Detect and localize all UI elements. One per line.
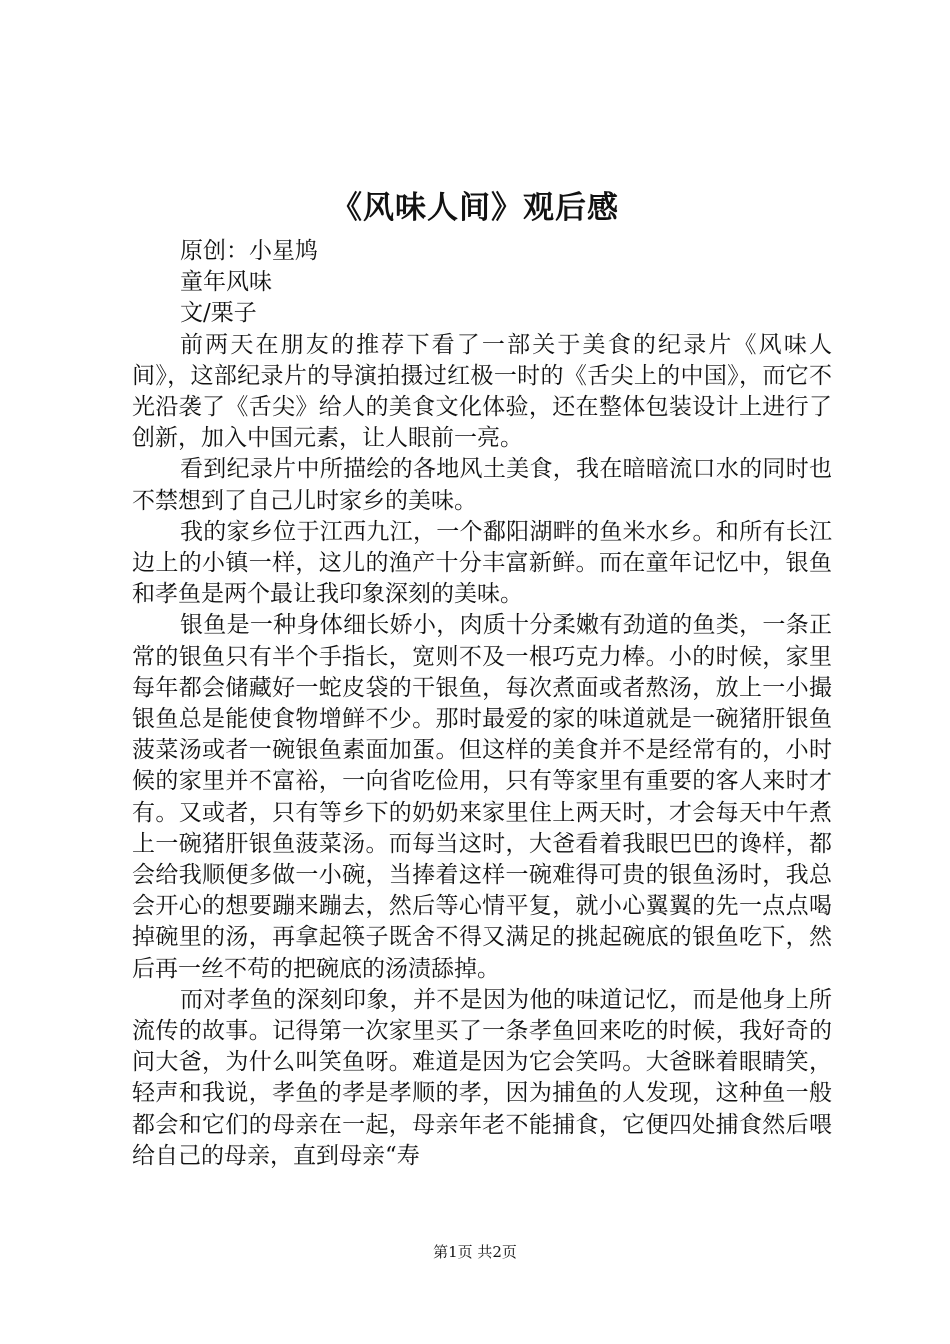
paragraph: 我的家乡位于江西九江，一个鄱阳湖畔的鱼米水乡。和所有长江边上的小镇一样，这儿的渔产十分丰富新鲜。而在童年记忆中，银鱼和孝鱼是两个最让我印象深刻的美味。 [132, 518, 832, 608]
author-line: 原创：小星鸠 [180, 238, 318, 264]
paragraph: 而对孝鱼的深刻印象，并不是因为他的味道记忆，而是他身上所流传的故事。记得第一次家里买了一条孝鱼回来吃的时候，我好奇的问大爸，为什么叫笑鱼呀。难道是因为它会笑吗。大爸眯着眼睛笑，轻声和我说，孝鱼的孝是孝顺的孝，因为捕鱼的人发现，这种鱼一般都会和它们的母亲在一起，母亲年老不能捕食，它便四处捕食然后喂给自己的母亲，直到母亲“寿 [132, 986, 832, 1169]
paragraph: 银鱼是一种身体细长娇小，肉质十分柔嫩有劲道的鱼类，一条正常的银鱼只有半个手指长，宽则不及一根巧克力棒。小的时候，家里每年都会储藏好一蛇皮袋的干银鱼，每次煮面或者熬汤，放上一小撮银鱼总是能使食物增鲜不少。那时最爱的家的味道就是一碗猪肝银鱼菠菜汤或者一碗银鱼素面加蛋。但这样的美食并不是经常有的，小时候的家里并不富裕，一向省吃俭用，只有等家里有重要的客人来时才有。又或者，只有等乡下的奶奶来家里住上两天时，才会每天中午煮上一碗猪肝银鱼菠菜汤。而每当这时，大爸看着我眼巴巴的谗样，都会给我顺便多做一小碗，当捧着这样一碗难得可贵的银鱼汤时，我总会开心的想要蹦来蹦去，然后等心情平复，就小心翼翼的先一点点喝掉碗里的汤，再拿起筷子既舍不得又满足的挑起碗底的银鱼吃下，然后再一丝不苟的把碗底的汤渍舔掉。 [132, 612, 832, 982]
section-heading: 童年风味 [180, 269, 272, 296]
paragraph: 看到纪录片中所描绘的各地风土美食，我在暗暗流口水的同时也不禁想到了自己儿时家乡的美味。 [132, 456, 832, 514]
byline: 文/栗子 [180, 300, 257, 327]
article-body [132, 236, 832, 1172]
page-number: 第1页 共2页 [433, 1243, 517, 1261]
paragraph: 前两天在朋友的推荐下看了一部关于美食的纪录片《风味人间》，这部纪录片的导演拍摄过红极一时的《舌尖上的中国》，而它不光沿袭了《舌尖》给人的美食文化体验，还在整体包装设计上进行了创新，加入中国元素，让人眼前一亮。 [132, 331, 832, 452]
page-title: 《风味人间》观后感 [331, 190, 619, 226]
